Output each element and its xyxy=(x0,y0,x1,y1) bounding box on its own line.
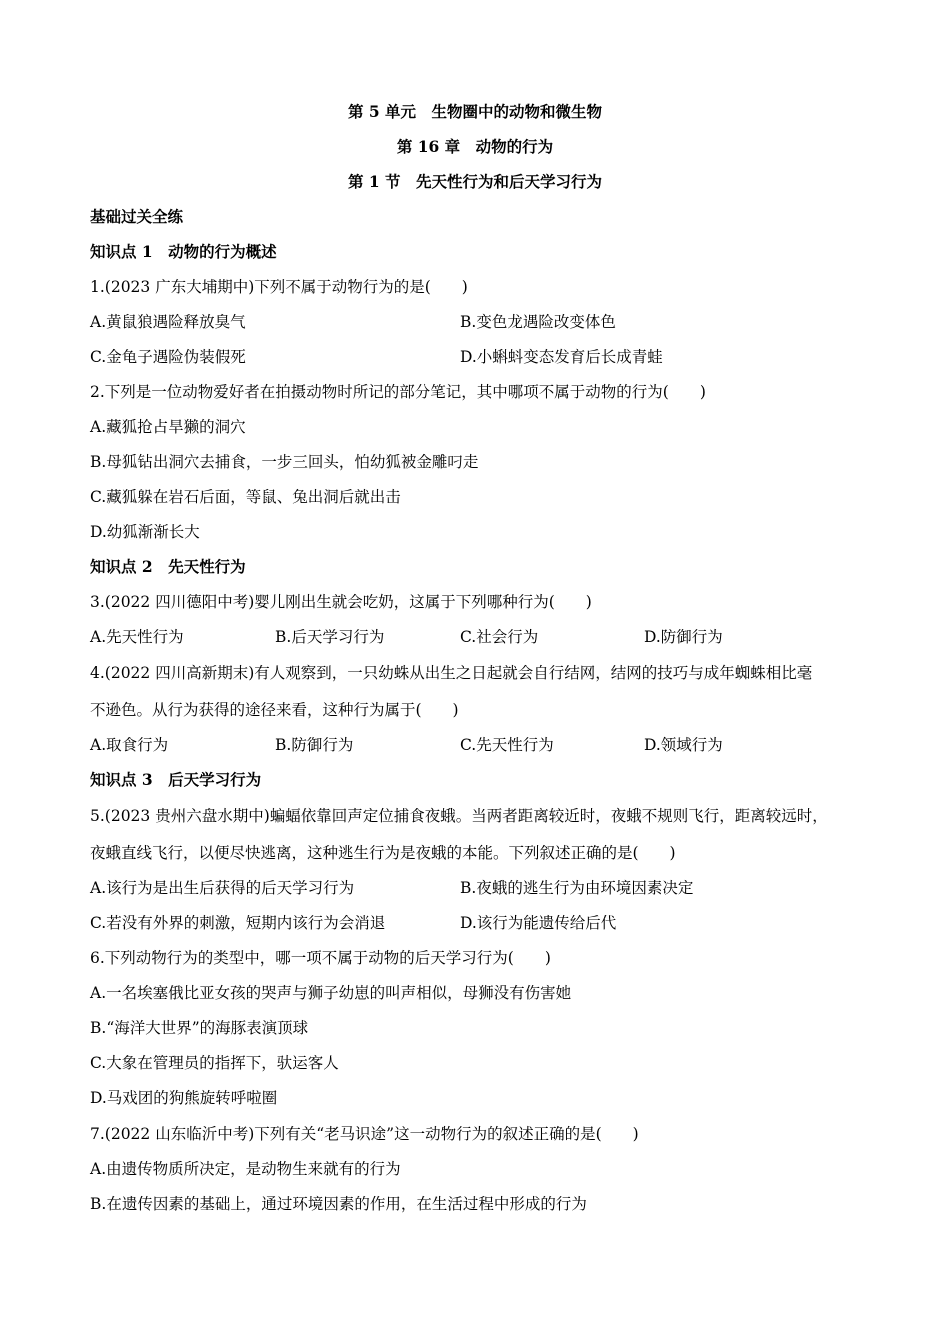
question-5-option-b: B.夜蛾的逃生行为由环境因素决定 xyxy=(460,879,694,897)
question-3-option-d: D.防御行为 xyxy=(644,628,723,646)
question-6-option-a: A.一名埃塞俄比亚女孩的哭声与狮子幼崽的叫声相似，母狮没有伤害她 xyxy=(90,984,572,1002)
question-1-option-c: C.金龟子遇险伪装假死 xyxy=(90,348,246,366)
knowledge-point-2: 知识点 2 先天性行为 xyxy=(90,557,246,576)
knowledge-point-3: 知识点 3 后天学习行为 xyxy=(90,770,262,789)
chapter-title: 第 16 章 动物的行为 xyxy=(396,137,554,156)
question-1-stem: 1.(2023 广东大埔期中)下列不属于动物行为的是( ) xyxy=(90,278,468,296)
question-3-option-a: A.先天性行为 xyxy=(90,628,184,646)
question-2-option-b: B.母狐钻出洞穴去捕食，一步三回头，怕幼狐被金雕叼走 xyxy=(90,453,479,471)
question-3-stem: 3.(2022 四川德阳中考)婴儿刚出生就会吃奶，这属于下列哪种行为( ) xyxy=(90,593,592,611)
question-4-stem-line-2: 不逊色。从行为获得的途径来看，这种行为属于( ) xyxy=(90,701,459,719)
question-7-option-b: B.在遗传因素的基础上，通过环境因素的作用，在生活过程中形成的行为 xyxy=(90,1195,587,1213)
question-2-stem: 2.下列是一位动物爱好者在拍摄动物时所记的部分笔记，其中哪项不属于动物的行为( ) xyxy=(90,383,706,401)
question-1-option-a: A.黄鼠狼遇险释放臭气 xyxy=(90,313,246,331)
question-6-option-d: D.马戏团的狗熊旋转呼啦圈 xyxy=(90,1089,278,1107)
question-4-option-c: C.先天性行为 xyxy=(460,736,554,754)
question-3-option-c: C.社会行为 xyxy=(460,628,539,646)
question-1-option-d: D.小蝌蚪变态发育后长成青蛙 xyxy=(460,348,663,366)
question-6-option-b: B.“海洋大世界”的海豚表演顶球 xyxy=(90,1019,309,1037)
question-4-option-d: D.领域行为 xyxy=(644,736,723,754)
question-7-stem: 7.(2022 山东临沂中考)下列有关“老马识途”这一动物行为的叙述正确的是( ) xyxy=(90,1125,639,1143)
question-6-option-c: C.大象在管理员的指挥下，驮运客人 xyxy=(90,1054,339,1072)
question-4-stem-line-1: 4.(2022 四川高新期末)有人观察到，一只幼蛛从出生之日起就会自行结网，结网的技巧与成年蜘蛛相比毫 xyxy=(90,664,813,682)
question-2-option-a: A.藏狐抢占旱獭的洞穴 xyxy=(90,418,246,436)
question-5-stem-line-1: 5.(2023 贵州六盘水期中)蝙蝠依靠回声定位捕食夜蛾。当两者距离较近时，夜蛾不规则飞行，距离较远时， xyxy=(90,807,828,825)
question-5-option-d: D.该行为能遗传给后代 xyxy=(460,914,617,932)
question-4-option-a: A.取食行为 xyxy=(90,736,169,754)
question-5-stem-line-2: 夜蛾直线飞行，以便尽快逃离，这种逃生行为是夜蛾的本能。下列叙述正确的是( ) xyxy=(90,844,676,862)
question-3-option-b: B.后天学习行为 xyxy=(275,628,385,646)
question-7-option-a: A.由遗传物质所决定，是动物生来就有的行为 xyxy=(90,1160,401,1178)
knowledge-point-1: 知识点 1 动物的行为概述 xyxy=(90,242,277,261)
unit-title: 第 5 单元 生物圈中的动物和微生物 xyxy=(347,102,603,121)
question-5-option-c: C.若没有外界的刺激，短期内该行为会消退 xyxy=(90,914,386,932)
question-1-option-b: B.变色龙遇险改变体色 xyxy=(460,313,616,331)
question-4-option-b: B.防御行为 xyxy=(275,736,354,754)
practice-heading: 基础过关全练 xyxy=(90,207,184,226)
question-2-option-d: D.幼狐渐渐长大 xyxy=(90,523,200,541)
question-6-stem: 6.下列动物行为的类型中，哪一项不属于动物的后天学习行为( ) xyxy=(90,949,551,967)
question-2-option-c: C.藏狐躲在岩石后面，等鼠、兔出洞后就出击 xyxy=(90,488,401,506)
question-5-option-a: A.该行为是出生后获得的后天学习行为 xyxy=(90,879,355,897)
section-title: 第 1 节 先天性行为和后天学习行为 xyxy=(347,172,603,191)
